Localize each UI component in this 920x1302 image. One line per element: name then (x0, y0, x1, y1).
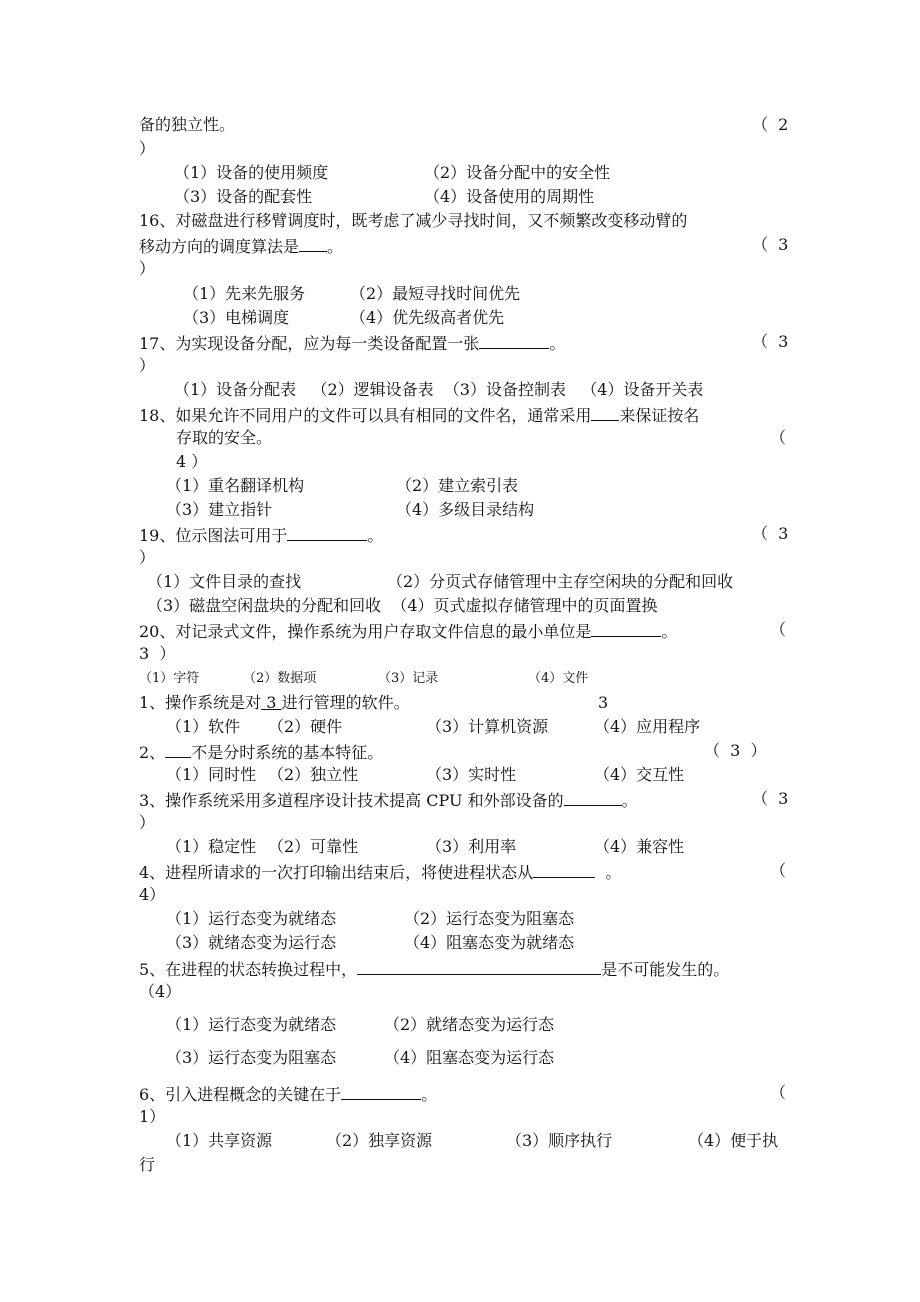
answer-marker-close: ） (139, 813, 156, 832)
option-4: （4）设备使用的周期性 (424, 187, 595, 206)
option-4: （4）交互性 (594, 765, 685, 784)
answer-marker-close: ） (139, 548, 156, 567)
question-17-text: 17、为实现设备分配，应为每一类设备配置一张 (139, 334, 480, 353)
option-1: （1）先来先服务 (183, 284, 306, 303)
answer-marker: 3 (598, 693, 609, 712)
answer-blank (564, 789, 622, 806)
question-20 (139, 620, 677, 642)
option-1: （1）软件 (166, 717, 241, 736)
question-16-period: 。 (327, 237, 344, 256)
question-16-cont (139, 235, 343, 257)
answer-marker: （ (770, 1083, 787, 1102)
question-15-tail: 备的独立性。 (139, 115, 236, 134)
question-3-text: 3、操作系统采用多道程序设计技术提高 CPU 和外部设备的 (139, 791, 564, 810)
option-1: （1）文件目录的查找 (147, 572, 302, 591)
option-1: （1）稳定性 (166, 837, 257, 856)
question-19-text: 19、位示图法可用于 (139, 526, 288, 545)
question-18-text: 18、如果允许不同用户的文件可以具有相同的文件名，通常采用 (139, 406, 592, 425)
option-1: （1）运行态变为就绪态 (166, 909, 337, 928)
option-1: （1）同时性 (166, 765, 257, 784)
question-18-cont: 存取的安全。 (176, 428, 273, 447)
option-1: （1）字符 (139, 671, 200, 686)
question-3-period: 。 (621, 791, 638, 810)
answer-marker-value: 4） (139, 885, 166, 904)
question-1 (139, 693, 410, 713)
answer-blank (341, 1083, 421, 1100)
answer-blank (591, 620, 661, 637)
option-2: （2）最短寻找时间优先 (350, 284, 521, 303)
answer-marker: （ 3 (752, 235, 789, 254)
option-4: （4）应用程序 (594, 717, 701, 736)
question-5-text: 5、在进程的状态转换过程中， (139, 960, 358, 979)
answer-marker: （ 3 (752, 332, 789, 351)
question-17-period: 。 (549, 334, 566, 353)
question-16-text: 移动方向的调度算法是 (139, 237, 300, 256)
answer-marker-close: ） (139, 356, 156, 375)
answer-blank (533, 861, 595, 878)
options-row: （1）设备分配表 （2）逻辑设备表 （3）设备控制表 （4）设备开关表 (174, 380, 704, 399)
question-16: 16、对磁盘进行移臂调度时，既考虑了减少寻找时间，又不频繁改变移动臂的 (139, 211, 688, 230)
answer-marker: （ (770, 428, 787, 447)
answer-blank (591, 404, 619, 421)
question-4 (139, 861, 621, 883)
option-3: （3）利用率 (426, 837, 517, 856)
option-2: （2）建立索引表 (396, 476, 519, 495)
question-2 (139, 741, 383, 763)
answer-blank (479, 332, 549, 349)
answer-blank (165, 741, 191, 758)
option-1: （1）重名翻译机构 (166, 476, 305, 495)
option-1: （1）运行态变为就绪态 (166, 1015, 337, 1034)
answer-blank (299, 235, 327, 252)
option-2: （2）硬件 (268, 717, 343, 736)
question-5-text-end: 是不可能发生的。 (601, 960, 730, 979)
answer-blank (287, 524, 367, 541)
option-3: （3）建立指针 (166, 500, 273, 519)
option-3: （3）电梯调度 (183, 308, 290, 327)
options-row: （3）磁盘空闲盘块的分配和回收 （4）页式虚拟存储管理中的页面置换 (147, 596, 658, 615)
option-2: （2）运行态变为阻塞态 (404, 909, 575, 928)
answer-marker: （ 3 (752, 524, 789, 543)
option-4: （4）便于执 (688, 1131, 779, 1150)
answer-filled (261, 693, 281, 712)
question-2-text: 不是分时系统的基本特征。 (191, 743, 384, 762)
option-2: （2）数据项 (243, 671, 317, 686)
answer-marker-value: （4） (139, 982, 182, 1001)
question-4-text: 4、进程所请求的一次打印输出结束后，将使进程状态从 (139, 863, 534, 882)
answer-marker: （ (770, 861, 787, 880)
question-20-period: 。 (661, 622, 678, 641)
question-1-text-end: 进行管理的软件。 (281, 693, 410, 712)
answer-blank (357, 958, 601, 975)
option-2: （2）独立性 (268, 765, 359, 784)
option-4: （4）兼容性 (594, 837, 685, 856)
option-4: （4）文件 (528, 671, 589, 686)
answer-marker-close: ） (139, 139, 156, 158)
option-4: （4）多级目录结构 (396, 500, 535, 519)
option-3: （3）计算机资源 (426, 717, 549, 736)
question-20-text: 20、对记录式文件，操作系统为用户存取文件信息的最小单位是 (139, 622, 592, 641)
question-6 (139, 1083, 437, 1105)
question-5 (139, 958, 729, 980)
option-3: （3）顺序执行 (506, 1131, 613, 1150)
question-6-period: 。 (421, 1085, 438, 1104)
answer-marker-close: ） (139, 259, 156, 278)
option-3: （3）实时性 (426, 765, 517, 784)
question-1-text: 1、操作系统是对 (139, 693, 262, 712)
question-3 (139, 789, 638, 811)
option-4: （4）优先级高者优先 (350, 308, 505, 327)
question-6-text: 6、引入进程概念的关键在于 (139, 1085, 342, 1104)
question-17 (139, 332, 565, 354)
answer-marker: （ 3 ） (704, 741, 767, 760)
option-2: （2）就绪态变为运行态 (384, 1015, 555, 1034)
question-18-text-end: 来保证按名 (619, 406, 700, 425)
question-4-period: 。 (605, 863, 622, 882)
answer-marker: （ 2 (752, 115, 789, 134)
question-19-period: 。 (367, 526, 384, 545)
answer-marker: （ 3 (752, 789, 789, 808)
question-19 (139, 524, 383, 546)
option-3: （3）就绪态变为运行态 (166, 933, 337, 952)
option-3: （3）记录 (378, 671, 439, 686)
option-3: （3）设备的配套性 (174, 187, 313, 206)
question-2-number: 2、 (139, 743, 166, 762)
option-1: （1）共享资源 (166, 1131, 273, 1150)
option-3: （3）运行态变为阻塞态 (166, 1048, 337, 1067)
option-4-cont: 行 (139, 1155, 156, 1174)
answer-marker-value: 1） (139, 1107, 166, 1126)
answer-marker-value: 3 ） (139, 644, 176, 663)
question-18 (139, 404, 699, 426)
option-2: （2）独享资源 (326, 1131, 433, 1150)
option-4: （4）阻塞态变为运行态 (384, 1048, 555, 1067)
answer-marker: （ (770, 620, 787, 639)
option-1: （1）设备的使用频度 (174, 163, 329, 182)
option-2: （2）设备分配中的安全性 (424, 163, 611, 182)
option-4: （4）阻塞态变为就绪态 (404, 933, 575, 952)
answer-value: 3 (266, 693, 277, 712)
option-2: （2）可靠性 (268, 837, 359, 856)
option-2: （2）分页式存储管理中主存空闲块的分配和回收 (387, 572, 734, 591)
answer-marker-value: 4 ） (176, 452, 208, 471)
